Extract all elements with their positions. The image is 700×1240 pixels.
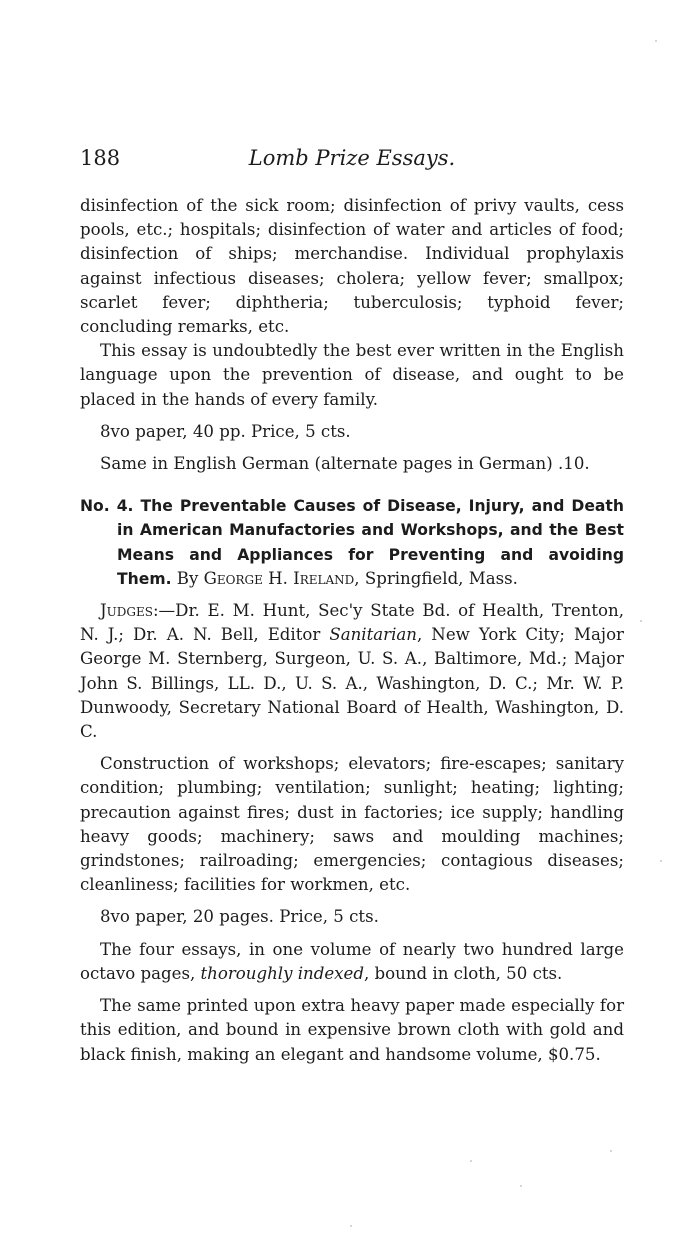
judges-label: Judges: bbox=[100, 601, 159, 621]
running-title: Lomb Prize Essays. bbox=[248, 146, 456, 170]
indexed-emphasis: thoroughly indexed bbox=[200, 963, 364, 983]
essay-4-title: No. 4. The Preventable Causes of Disease, Injury, and Death in American Manufactories and Workshops, and the Best Means and Appliances for Preventing and avoiding Them. bbox=[80, 497, 624, 588]
essay-4-entry bbox=[80, 494, 624, 591]
page-number: 188 bbox=[80, 146, 121, 170]
essay-3-praise: This essay is undoubtedly the best ever written in the English language upon the prevention of disease, and ought to be placed in the hands of every family. bbox=[80, 341, 624, 409]
essay-4-byline: By George H. Ireland, Springfield, Mass. bbox=[176, 568, 518, 588]
page-header bbox=[80, 146, 624, 176]
essay-4-judges: Judges:—Dr. E. M. Hunt, Sec'y State Bd. of Health, Trenton, N. J.; Dr. A. N. Bell, Editor Sanitarian, New York City; Major George M. Sternberg, Surgeon, U. S. A., Baltimore, Md.; Major John S. Billings, LL. D., U. S. A., Washington, D. C.; Mr. W. P. Dunwoody, Secretary National Board of Health, Washington, D. C. bbox=[80, 601, 624, 742]
essay-4-author: George H. Ireland bbox=[203, 568, 355, 588]
essay-4-topics: Construction of workshops; elevators; fire-escapes; sanitary condition; plumbing; ventilation; sunlight; heating; lighting; precaution against fires; dust in factories; ice supply; handling heavy goods; machinery; saws and moulding machines; grindstones; railroading; emergencies; contagious diseases; cleanliness; facilities for workmen, etc. bbox=[80, 754, 624, 895]
essay-4-price: 8vo paper, 20 pages. Price, 5 cts. bbox=[100, 907, 379, 927]
essay-3-topics-continued: disinfection of the sick room; disinfection of privy vaults, cess pools, etc.; hospitals; disinfection of water and articles of food; disinfection of ships; merchandise. Individual prophylaxis against infectious diseases; cholera; yellow fever; smallpox; scarlet fever; diphtheria; tuberculosis; typhoid fever; concluding remarks, etc. bbox=[80, 196, 624, 337]
deluxe-edition-offer: The same printed upon extra heavy paper made especially for this edition, and bound in expensive brown cloth with gold and black finish, making an elegant and handsome volume, $0.75. bbox=[80, 996, 624, 1064]
volume-offer: The four essays, in one volume of nearly two hundred large octavo pages, thoroughly indexed, bound in cloth, 50 cts. bbox=[80, 939, 624, 983]
page-body bbox=[80, 194, 624, 1067]
journal-title: Sanitarian bbox=[329, 625, 417, 645]
essay-3-price: 8vo paper, 40 pp. Price, 5 cts. bbox=[100, 421, 351, 441]
essay-3-german-edition: Same in English German (alternate pages in German) .10. bbox=[100, 454, 590, 474]
